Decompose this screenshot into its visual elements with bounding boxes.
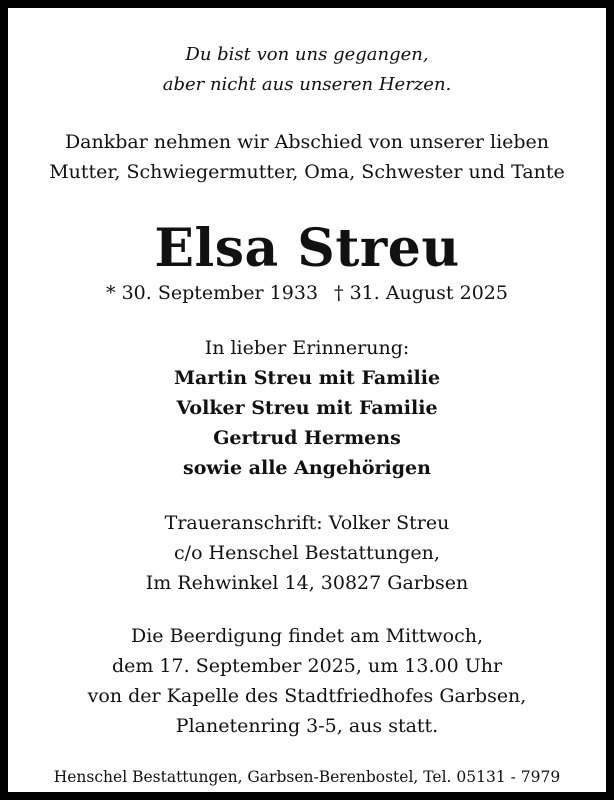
intro-line: Mutter, Schwiegermutter, Oma, Schwester und Tante	[49, 161, 565, 183]
funeral-line: Planetenring 3-5, aus statt.	[175, 715, 439, 737]
address-line: Im Rehwinkel 14, 30827 Garbsen	[145, 572, 469, 594]
motto-line: Du bist von uns gegangen,	[185, 44, 429, 65]
funeral-home-footer: Henschel Bestattungen, Garbsen-Berenbostel, Tel. 05131 - 7979	[53, 768, 561, 786]
motto-verse	[16, 40, 598, 100]
funeral-line: von der Kapelle des Stadtfriedhofes Garbsen,	[87, 685, 527, 707]
life-dates	[16, 279, 598, 307]
mourner-name: Martin Streu mit Familie	[173, 367, 441, 389]
funeral-line: Die Beerdigung findet am Mittwoch,	[130, 625, 483, 647]
mourner-name: sowie alle Angehörigen	[183, 457, 431, 479]
address-line: c/o Henschel Bestattungen,	[174, 542, 440, 564]
intro-line: Dankbar nehmen wir Abschied von unserer lieben	[64, 131, 550, 153]
mourners-section	[16, 333, 598, 483]
address-line: Traueranschrift: Volker Streu	[164, 512, 450, 534]
mourner-name: Volker Streu mit Familie	[176, 397, 438, 419]
birth-date: * 30. September 1933	[106, 282, 319, 304]
deceased-name: Elsa Streu	[154, 218, 460, 279]
death-date: † 31. August 2025	[334, 282, 508, 304]
memory-heading: In lieber Erinnerung:	[204, 337, 410, 359]
farewell-intro	[16, 127, 598, 187]
mourning-address	[16, 508, 598, 598]
mourner-name: Gertrud Hermens	[213, 427, 401, 449]
funeral-line: dem 17. September 2025, um 13.00 Uhr	[111, 655, 503, 677]
funeral-details	[16, 621, 598, 741]
motto-line: aber nicht aus unseren Herzen.	[162, 74, 452, 95]
